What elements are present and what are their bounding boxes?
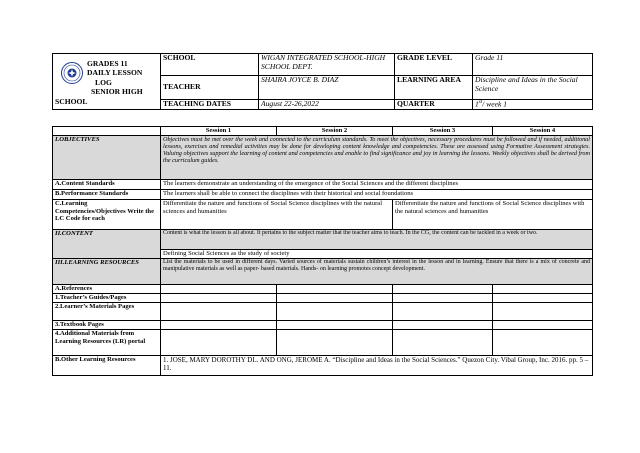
empty-cell	[161, 294, 277, 303]
session-header: Session 3	[393, 127, 493, 136]
school-label: SCHOOL	[161, 54, 259, 76]
session-corner	[53, 127, 161, 136]
resources-label: III.LEARNING RESOURCES	[53, 259, 161, 285]
empty-cell	[161, 285, 277, 294]
other-resources-text: 1. JOSE, MARY DOROTHY DL. AND ONG, JEROME A. “Discipline and Ideas in the Social Sciences.” Quezon City. Vibal Group, Inc. 2016. pp. 5 – 11.	[161, 356, 593, 376]
teacher-value: SHAIRA JOYCE B. DIAZ	[259, 76, 395, 100]
empty-cell	[493, 330, 593, 356]
empty-cell	[161, 321, 277, 330]
quarter-week: / week 1	[482, 99, 508, 109]
performance-standards-text: The learners shall be able to connect the disciplines with their historical and social foundations	[161, 190, 593, 200]
empty-cell	[161, 330, 277, 356]
session-header: Session 2	[277, 127, 393, 136]
school-value: WIGAN INTEGRATED SCHOOL-HIGH SCHOOL DEPT.	[259, 54, 395, 76]
session-header: Session 1	[161, 127, 277, 136]
header-title	[55, 59, 143, 106]
empty-cell	[393, 321, 493, 330]
content-standards-label: A.Content Standards	[53, 180, 161, 190]
content-text: Content is what the lesson is all about. It pertains to the subject matter that the teacher aims to teach. In the CG, the content can be tackled in a week or two.	[161, 230, 593, 250]
empty-cell	[493, 321, 593, 330]
header-title-line: SCHOOL	[55, 96, 88, 106]
objectives-label: I.OBJECTIVES	[53, 136, 161, 180]
objectives-text: Objectives must be met over the week and connected to the curriculum standards. To meet the objectives, necessary procedures must be followed and if needed, additional lessons, exercises and remedial activities may be done for developing content knowledge and competencies. These are assessed using Formative Assessment strategies. Valuing objectives support the learning of content and competencies and enable to find significance and joy in learning the lessons. Weekly objectives shall be derived from the curriculum guides.	[161, 136, 593, 180]
empty-cell	[393, 294, 493, 303]
content-label: II.CONTENT	[53, 230, 161, 259]
header-title-line: LOG	[95, 77, 112, 87]
empty-cell	[277, 303, 393, 321]
empty-cell	[393, 303, 493, 321]
references-label: A.References	[53, 285, 161, 294]
empty-cell	[277, 294, 393, 303]
area-value: Discipline and Ideas in the Social Science	[473, 76, 593, 100]
performance-standards-label: B.Performance Standards	[53, 190, 161, 200]
learners-materials-label: 2.Learner’s Materials Pages	[53, 303, 161, 321]
empty-cell	[277, 321, 393, 330]
header-title-line: GRADES 11	[87, 59, 128, 68]
other-resources-label: B.Other Learning Resources	[53, 356, 161, 376]
empty-cell	[493, 294, 593, 303]
teacher-label: TEACHER	[161, 76, 259, 100]
header-title-line: SENIOR HIGH	[91, 87, 143, 97]
dates-value: August 22-26,2022	[259, 100, 395, 110]
competencies-text-1: Differentiate the nature and functions of Social Science disciplines with the natural sciences and humanities	[161, 200, 393, 230]
empty-cell	[393, 330, 493, 356]
quarter-number: 1	[475, 99, 479, 109]
area-label: LEARNING AREA	[395, 76, 473, 100]
session-header: Session 4	[493, 127, 593, 136]
empty-cell	[493, 285, 593, 294]
empty-cell	[277, 330, 393, 356]
competencies-label: C.Learning Competencies/Objectives Write the LC Code for each	[53, 200, 161, 230]
lesson-table	[52, 126, 593, 376]
header-title-line: DAILY LESSON	[87, 68, 143, 78]
empty-cell	[493, 303, 593, 321]
quarter-label: QUARTER	[395, 100, 473, 110]
resources-text: List the materials to be used in different days. Varied sources of materials sustain children’s interest in the lesson and in learning. Ensure that there is a mix of concrete and manipulative materials as well as paper- based materials. Hands- on learning promotes concept development.	[161, 259, 593, 285]
textbook-pages-label: 3.Textbook Pages	[53, 321, 161, 330]
additional-materials-label: 4.Additional Materials from Learning Resources (LR) portal	[53, 330, 161, 356]
content-standards-text: The learners demonstrate an understanding of the emergence of the Social Sciences and the different disciplines	[161, 180, 593, 190]
grade-value: Grade 11	[473, 54, 593, 76]
empty-cell	[161, 303, 277, 321]
grade-label: GRADE LEVEL	[395, 54, 473, 76]
teachers-guide-label: 1.Teacher’s Guides/Pages	[53, 294, 161, 303]
header-logo-cell	[53, 54, 161, 110]
content-topic: Defining Social Sciences as the study of society	[161, 250, 593, 259]
header-table	[52, 53, 593, 110]
empty-cell	[393, 285, 493, 294]
empty-cell	[277, 285, 393, 294]
quarter-value	[473, 100, 593, 110]
competencies-text-2: Differentiate the nature and functions of Social Science disciplines with the natural sciences and humanities	[393, 200, 593, 230]
quarter-suffix: st	[478, 100, 483, 105]
deped-seal-icon	[61, 62, 83, 84]
dates-label: TEACHING DATES	[161, 100, 259, 110]
